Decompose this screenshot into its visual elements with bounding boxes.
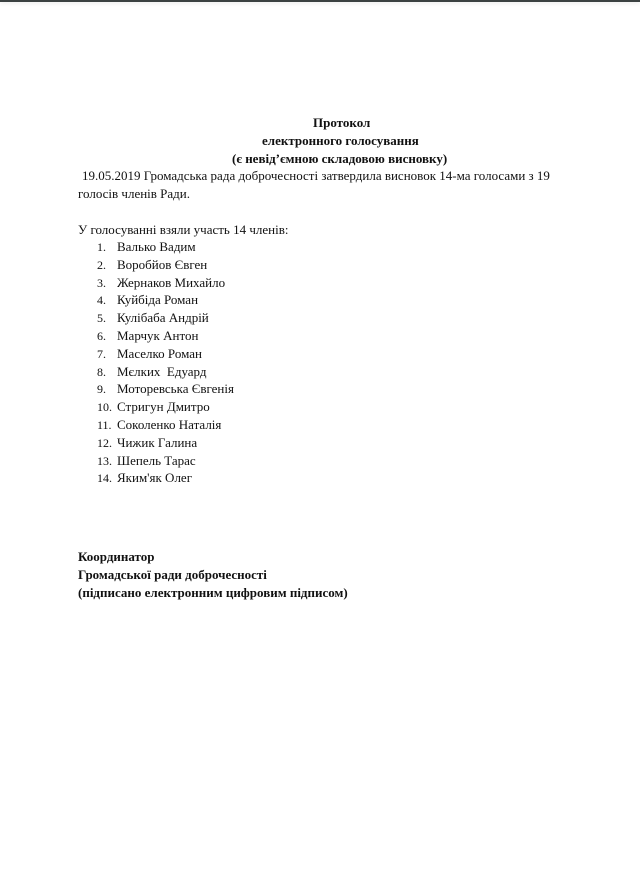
list-item-name: Яким'як Олег [117,470,193,486]
intro-line-1: 19.05.2019 Громадська рада доброчесності затвердила висновок 14-ма голосами з 19 [82,168,550,183]
list-item-number: 14. [97,471,112,486]
list-item-number: 8. [97,364,106,379]
list-item-number: 5. [97,311,106,326]
signature-note: (підписано електронним цифровим підписом) [78,585,348,600]
list-item-name: Чижик Галина [117,434,198,450]
intro-line-2: голосів членів Ради. [78,186,190,201]
participants-heading: У голосуванні взяли участь 14 членів: [78,222,289,237]
list-item-name: Шепель Тарас [117,452,196,468]
list-item-name: Маселко Роман [117,345,202,361]
list-item-number: 2. [97,257,106,272]
signature-organization: Громадської ради доброчесності [78,567,267,582]
list-item-name: Кулібаба Андрій [117,310,209,326]
list-item-name: Соколенко Наталія [117,417,222,432]
list-item-name: Мєлких Едуард [117,363,207,379]
list-item-number: 9. [97,382,106,397]
list-item-name: Стригун Дмитро [117,399,210,415]
list-item-name: Валько Вадим [117,239,196,254]
title-line-2: електронного голосування [262,133,419,148]
list-item-number: 3. [97,275,106,290]
list-item-number: 10. [97,400,112,415]
list-item-name: Моторевська Євгенія [117,381,234,397]
list-item-number: 7. [97,346,106,361]
list-item-name: Куйбіда Роман [117,292,199,308]
title-line-3: (є невід’ємною складовою висновку) [232,151,448,166]
list-item-number: 1. [97,240,106,254]
list-item-number: 13. [97,453,112,468]
list-item-number: 12. [97,435,112,450]
title-line-1: Протокол [313,115,371,130]
list-item-name: Марчук Антон [117,328,199,343]
list-item-name: Жернаков Михайло [117,274,226,290]
list-item-number: 4. [97,293,106,308]
list-item-name: Воробйов Євген [117,256,208,272]
list-item-number: 6. [97,329,106,343]
list-item-number: 11. [97,418,112,432]
signature-role: Координатор [78,549,155,564]
